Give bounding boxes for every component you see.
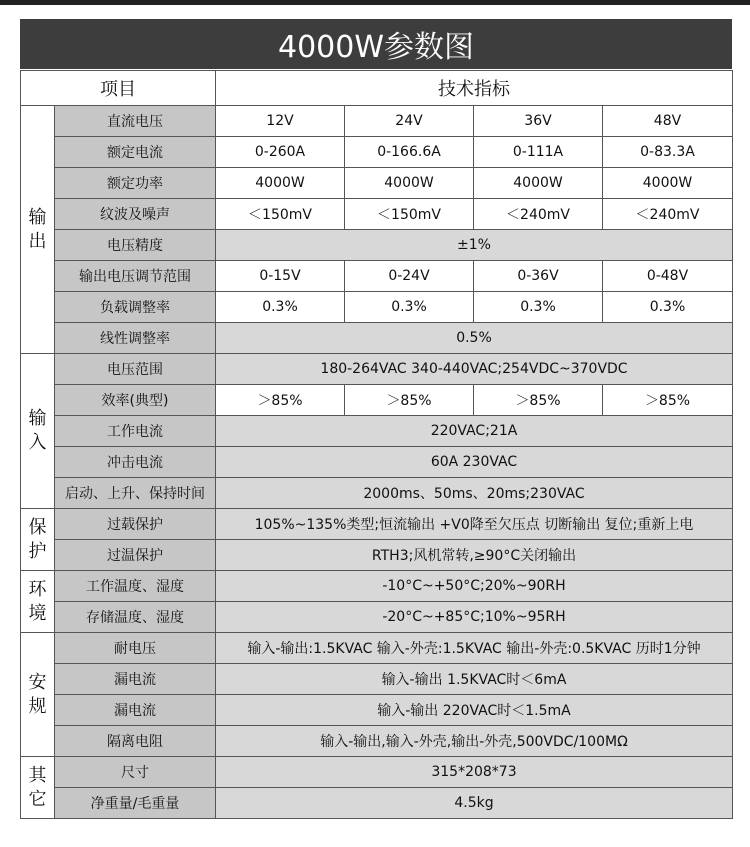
table-row xyxy=(21,106,733,137)
row-label: 耐电压 xyxy=(55,633,216,664)
row-value-merged: RTH3;风机常转,≥90°C关闭输出 xyxy=(216,540,733,571)
group-label-char: 它 xyxy=(28,788,47,810)
row-label: 漏电流 xyxy=(55,664,216,695)
group-label-char: 环 xyxy=(28,578,47,600)
row-label: 过载保护 xyxy=(55,509,216,540)
row-value: 0-36V xyxy=(474,261,603,292)
row-label: 隔离电阻 xyxy=(55,726,216,757)
table-row xyxy=(21,726,733,757)
table-row xyxy=(21,323,733,354)
group-label-other xyxy=(21,757,55,819)
table-row xyxy=(21,137,733,168)
row-value-merged: ±1% xyxy=(216,230,733,261)
row-value-merged: -20°C~+85°C;10%~95RH xyxy=(216,602,733,633)
group-label-char: 其 xyxy=(28,764,47,786)
group-label-protection xyxy=(21,509,55,571)
row-label: 启动、上升、保持时间 xyxy=(55,478,216,509)
table-row xyxy=(21,261,733,292)
table-row xyxy=(21,292,733,323)
header-item: 项目 xyxy=(21,71,216,106)
row-value-merged: 输入-输出:1.5KVAC 输入-外壳:1.5KVAC 输出-外壳:0.5KVAC 历时1分钟 xyxy=(216,633,733,664)
group-label-char: 输 xyxy=(28,206,47,228)
table-row xyxy=(21,540,733,571)
row-value-merged: 4.5kg xyxy=(216,788,733,819)
group-label-char: 安 xyxy=(28,671,47,693)
table-row xyxy=(21,416,733,447)
table-row xyxy=(21,199,733,230)
table-row xyxy=(21,571,733,602)
row-value: 0.3% xyxy=(474,292,603,323)
row-value-merged: 315*208*73 xyxy=(216,757,733,788)
row-label: 负载调整率 xyxy=(55,292,216,323)
table-row xyxy=(21,354,733,385)
row-value: 0-24V xyxy=(345,261,474,292)
group-label-char: 输 xyxy=(28,408,47,429)
group-label-char: 入 xyxy=(28,432,47,453)
row-value: 0-166.6A xyxy=(345,137,474,168)
row-value: 48V xyxy=(603,106,733,137)
group-label-char: 保 xyxy=(28,516,47,538)
row-label: 直流电压 xyxy=(55,106,216,137)
row-value: ＜150mV xyxy=(216,199,345,230)
row-value: 0-15V xyxy=(216,261,345,292)
row-label: 输出电压调节范围 xyxy=(55,261,216,292)
spec-table xyxy=(20,70,733,819)
row-label: 尺寸 xyxy=(55,757,216,788)
table-row xyxy=(21,664,733,695)
row-label: 纹波及噪声 xyxy=(55,199,216,230)
table-row xyxy=(21,788,733,819)
row-label: 电压范围 xyxy=(55,354,216,385)
row-value: 36V xyxy=(474,106,603,137)
top-border-line xyxy=(0,0,750,5)
row-value: ＞85% xyxy=(474,385,603,416)
row-label: 漏电流 xyxy=(55,695,216,726)
row-value: 0-48V xyxy=(603,261,733,292)
row-value: ＞85% xyxy=(603,385,733,416)
row-value-merged: 2000ms、50ms、20ms;230VAC xyxy=(216,478,733,509)
row-label: 工作温度、湿度 xyxy=(55,571,216,602)
table-row xyxy=(21,757,733,788)
row-label: 净重量/毛重量 xyxy=(55,788,216,819)
row-value: 0.3% xyxy=(603,292,733,323)
group-label-char: 护 xyxy=(28,540,47,562)
row-value-merged: 105%~135%类型;恒流输出 +V0降至欠压点 切断输出 复位;重新上电 xyxy=(216,509,733,540)
row-value: 0-83.3A xyxy=(603,137,733,168)
table-header-row xyxy=(21,71,733,106)
header-spec: 技术指标 xyxy=(216,71,733,106)
group-label-char: 规 xyxy=(28,695,47,717)
row-value-merged: 60A 230VAC xyxy=(216,447,733,478)
table-row xyxy=(21,385,733,416)
row-label: 额定功率 xyxy=(55,168,216,199)
table-row xyxy=(21,633,733,664)
table-row xyxy=(21,509,733,540)
row-label: 存储温度、湿度 xyxy=(55,602,216,633)
row-value: 0.3% xyxy=(345,292,474,323)
group-label-safety xyxy=(21,633,55,757)
row-value-merged: 180-264VAC 340-440VAC;254VDC~370VDC xyxy=(216,354,733,385)
row-value: 4000W xyxy=(603,168,733,199)
group-label-environment xyxy=(21,571,55,633)
table-row xyxy=(21,478,733,509)
row-label: 过温保护 xyxy=(55,540,216,571)
group-label-input xyxy=(21,354,55,509)
row-value-merged: 输入-输出 1.5KVAC时＜6mA xyxy=(216,664,733,695)
row-value: ＜150mV xyxy=(345,199,474,230)
row-value: ＜240mV xyxy=(474,199,603,230)
row-label: 冲击电流 xyxy=(55,447,216,478)
row-label: 效率(典型) xyxy=(55,385,216,416)
row-value: 0.3% xyxy=(216,292,345,323)
table-row xyxy=(21,168,733,199)
row-label: 线性调整率 xyxy=(55,323,216,354)
group-label-output xyxy=(21,106,55,354)
row-label: 电压精度 xyxy=(55,230,216,261)
spec-table-body xyxy=(21,71,733,819)
row-value: ＞85% xyxy=(216,385,345,416)
row-value-merged: 220VAC;21A xyxy=(216,416,733,447)
page-title: 4000W参数图 xyxy=(20,19,732,69)
table-row xyxy=(21,602,733,633)
row-value: 0-111A xyxy=(474,137,603,168)
row-value: 4000W xyxy=(345,168,474,199)
table-row xyxy=(21,447,733,478)
row-value: 12V xyxy=(216,106,345,137)
group-label-char: 出 xyxy=(28,230,47,252)
row-value-merged: 输入-输出 220VAC时＜1.5mA xyxy=(216,695,733,726)
row-value: ＜240mV xyxy=(603,199,733,230)
row-label: 工作电流 xyxy=(55,416,216,447)
row-label: 额定电流 xyxy=(55,137,216,168)
row-value-merged: 0.5% xyxy=(216,323,733,354)
row-value: ＞85% xyxy=(345,385,474,416)
table-row xyxy=(21,230,733,261)
row-value: 4000W xyxy=(474,168,603,199)
row-value-merged: -10°C~+50°C;20%~90RH xyxy=(216,571,733,602)
row-value: 24V xyxy=(345,106,474,137)
row-value: 4000W xyxy=(216,168,345,199)
group-label-char: 境 xyxy=(28,602,47,624)
row-value-merged: 输入-输出,输入-外壳,输出-外壳,500VDC/100MΩ xyxy=(216,726,733,757)
table-row xyxy=(21,695,733,726)
row-value: 0-260A xyxy=(216,137,345,168)
